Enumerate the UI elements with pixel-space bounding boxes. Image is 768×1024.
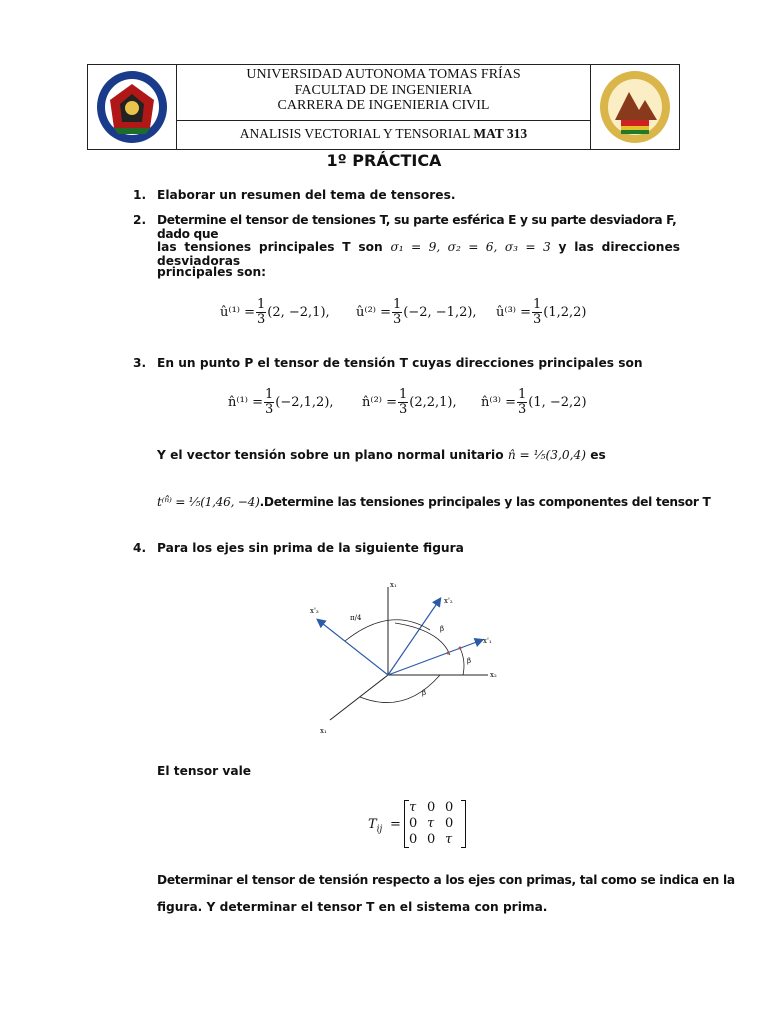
traction-vector: t⁽ⁿ̂⁾ = ⅕(1,46, −4) [157, 495, 260, 509]
university-name: UNIVERSIDAD AUTONOMA TOMAS FRÍAS [246, 67, 521, 82]
label-beta-3: β [422, 689, 427, 697]
label-x2: x₂ [490, 671, 497, 679]
item-3-line-c: t⁽ⁿ̂⁾ = ⅕(1,46, −4).Determine las tensiones principales y las componentes del tensor T [157, 495, 711, 509]
right-seal-cell [590, 65, 679, 149]
final-line-2: figura. Y determinar el tensor T en el sistema con prima. [157, 900, 548, 914]
label-beta-1: β [440, 625, 445, 633]
label-pi-over-4: π/4 [350, 614, 362, 622]
item-3-number: 3. [133, 356, 147, 370]
unit-normal: n̂ = ⅕(3,0,4) [507, 448, 586, 462]
header-text-cell [176, 65, 591, 149]
civil-engineering-seal-logo [599, 70, 671, 144]
item-1-number: 1. [133, 188, 147, 202]
item-2-line-3: principales son: [157, 265, 267, 279]
sigma-values: σ₁ = 9, σ₂ = 6, σ₃ = 3 [390, 240, 551, 254]
item-4-number: 4. [133, 541, 147, 555]
tensor-symbol: $T_{ij}$ [368, 817, 383, 835]
left-seal-cell [88, 65, 177, 149]
label-x3-prime: x'₃ [310, 607, 319, 615]
item-2-number: 2. [133, 213, 147, 227]
eq-u2: û⁽²⁾ = $\frac{1}{3}$ (−2, −1,2), [356, 297, 477, 327]
item-2-line-2: las tensiones principales T son σ₁ = 9, σ₂ = 6, σ₃ = 3 y las direcciones desviadoras [157, 240, 680, 268]
label-x2-prime: x'₂ [444, 597, 453, 605]
eq-n2: n̂⁽²⁾ = $\frac{1}{3}$ (2,2,1), [362, 387, 457, 417]
eq-u3: û⁽³⁾ = $\frac{1}{3}$ (1,2,2) [496, 297, 587, 327]
x3-prime-axis [318, 620, 388, 675]
x2-prime-axis [388, 599, 440, 675]
eq-n1: n̂⁽¹⁾ = $\frac{1}{3}$ (−2,1,2), [228, 387, 334, 417]
item-3-text: En un punto P el tensor de tensión T cuyas direcciones principales son [157, 356, 643, 370]
x3-axis [330, 675, 388, 720]
label-x1-prime: x'₁ [483, 637, 492, 645]
item-4-text: Para los ejes sin prima de la siguiente figura [157, 541, 464, 555]
axes-figure [300, 575, 510, 740]
eq-u1: û⁽¹⁾ = $\frac{1}{3}$ (2, −2,1), [220, 297, 330, 327]
tensor-matrix: τ 0 0 0 τ 0 0 0 τ [404, 800, 466, 848]
university-seal-logo [96, 70, 168, 144]
item-1-text: Elaborar un resumen del tema de tensores. [157, 188, 456, 202]
page-title: 1º PRÁCTICA [326, 151, 442, 170]
faculty-name: FACULTAD DE INGENIERIA [294, 82, 473, 98]
item-3-line-b: Y el vector tensión sobre un plano normal unitario n̂ = ⅕(3,0,4) es [157, 448, 606, 462]
label-x1-top: x₁ [390, 581, 397, 589]
label-x1-bottom: x₁ [320, 727, 327, 735]
header-table [87, 64, 680, 150]
item-2-line-1: Determine el tensor de tensiones T, su parte esférica E y su parte desviadora F, dado que [157, 213, 677, 241]
label-beta-2: β [467, 657, 472, 665]
final-line-1: Determinar el tensor de tensión respecto a los ejes con primas, tal como se indica en la [157, 873, 735, 887]
course-line [176, 121, 591, 147]
eq-n3: n̂⁽³⁾ = $\frac{1}{3}$ (1, −2,2) [481, 387, 587, 417]
course-code: MAT 313 [473, 126, 528, 141]
course-name: ANALISIS VECTORIAL Y TENSORIAL [239, 126, 470, 141]
tensor-label: El tensor vale [157, 764, 252, 778]
career-name: CARRERA DE INGENIERIA CIVIL [277, 98, 490, 113]
